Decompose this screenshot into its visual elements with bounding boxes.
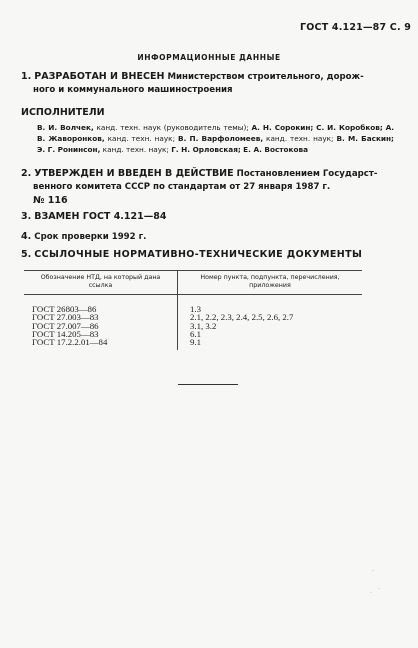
executors-heading-block xyxy=(21,106,396,120)
executor-name: А. В. Жаворонков, xyxy=(37,123,394,143)
executor-name: С. И. Коробков; xyxy=(316,123,383,132)
table-cell-doc: ГОСТ 27.007—86 xyxy=(24,322,178,330)
section-2-heading: УТВЕРЖДЕН И ВВЕДЕН В ДЕЙСТВИЕ xyxy=(34,168,234,179)
executor-name: В. М. Баскин; xyxy=(336,134,394,143)
section-1-heading: РАЗРАБОТАН И ВНЕСЕН xyxy=(34,71,165,82)
table-cell-doc: ГОСТ 17.2.2.01—84 xyxy=(24,338,178,350)
section-1-text-line1: Министерством строительного, дорож- xyxy=(167,72,364,82)
table-cell-ref: 9.1 xyxy=(190,337,201,348)
reference-docs-table xyxy=(24,270,362,350)
scan-speck: · xyxy=(378,586,380,593)
section-4-text: Срок проверки 1992 г. xyxy=(34,232,147,242)
executor-name: Э. Г. Ронинсон, xyxy=(37,145,101,154)
executor-name: В. И. Волчек, xyxy=(37,123,94,132)
section-2-text-line1: Постановлением Государст- xyxy=(236,169,378,179)
executors-list xyxy=(37,122,394,155)
executor-name: Г. Н. Орловская; xyxy=(171,145,241,154)
table-cell-doc: ГОСТ 27.003—83 xyxy=(24,313,178,321)
section-1-text-line2: ного и коммунального машиностроения xyxy=(33,85,233,95)
table-cell-ref: 6.1 xyxy=(190,328,201,339)
table-header-row xyxy=(24,271,362,295)
table-cell-ref: 2.1, 2.2, 2.3, 2.4, 2.5, 2.6, 2.7 xyxy=(190,312,294,323)
table-cell-ref: 1.3 xyxy=(190,304,201,314)
table-row xyxy=(24,338,362,350)
executor-name: А. Н. Сорокин; xyxy=(251,123,314,132)
executor-name: В. П. Варфоломеев, xyxy=(177,134,264,143)
section-2-text-line2: венного комитета СССР по стандартам от 27 января 1987 г. xyxy=(33,182,331,192)
table-header-ref: Номер пункта, подпункта, перечисления, приложения xyxy=(178,271,363,295)
section-5-heading: ССЫЛОЧНЫЕ НОРМАТИВНО-ТЕХНИЧЕСКИЕ ДОКУМЕНТЫ xyxy=(34,249,363,260)
table-header-doc: Обозначение НТД, на который дана ссылка xyxy=(24,271,178,295)
executor-name: Е. А. Востокова xyxy=(243,145,309,154)
table-cell-doc: ГОСТ 26803—86 xyxy=(24,295,178,314)
executor-role: канд. техн. наук; xyxy=(104,134,178,143)
executor-role: канд. техн. наук; xyxy=(100,145,172,154)
section-2-text-line3: № 116 xyxy=(33,194,68,206)
section-4 xyxy=(21,230,396,244)
section-2-number: 2. xyxy=(21,168,32,179)
section-2 xyxy=(21,167,396,208)
executors-heading: ИСПОЛНИТЕЛИ xyxy=(21,107,105,118)
table-row xyxy=(24,295,362,314)
table-cell-doc: ГОСТ 14.205—83 xyxy=(24,330,178,338)
scan-speck: · xyxy=(372,568,374,575)
executor-role: канд. техн. наук (руководитель темы); xyxy=(93,123,252,132)
executor-role: канд. техн. наук; xyxy=(263,134,337,143)
page-title: ИНФОРМАЦИОННЫЕ ДАННЫЕ xyxy=(137,53,281,62)
table-cell-ref: 3.1, 3.2 xyxy=(190,320,217,331)
section-4-number: 4. xyxy=(21,231,32,242)
section-5 xyxy=(21,248,396,262)
section-1-number: 1. xyxy=(21,71,32,82)
section-1 xyxy=(21,70,396,97)
scan-speck: · xyxy=(370,590,372,597)
section-3-heading: ВЗАМЕН ГОСТ 4.121—84 xyxy=(34,211,167,222)
section-3 xyxy=(21,210,396,224)
page-header-doc-code: ГОСТ 4.121—87 С. 9 xyxy=(300,22,412,33)
section-3-number: 3. xyxy=(21,211,32,222)
section-5-number: 5. xyxy=(21,249,32,260)
end-rule-divider xyxy=(178,384,238,385)
